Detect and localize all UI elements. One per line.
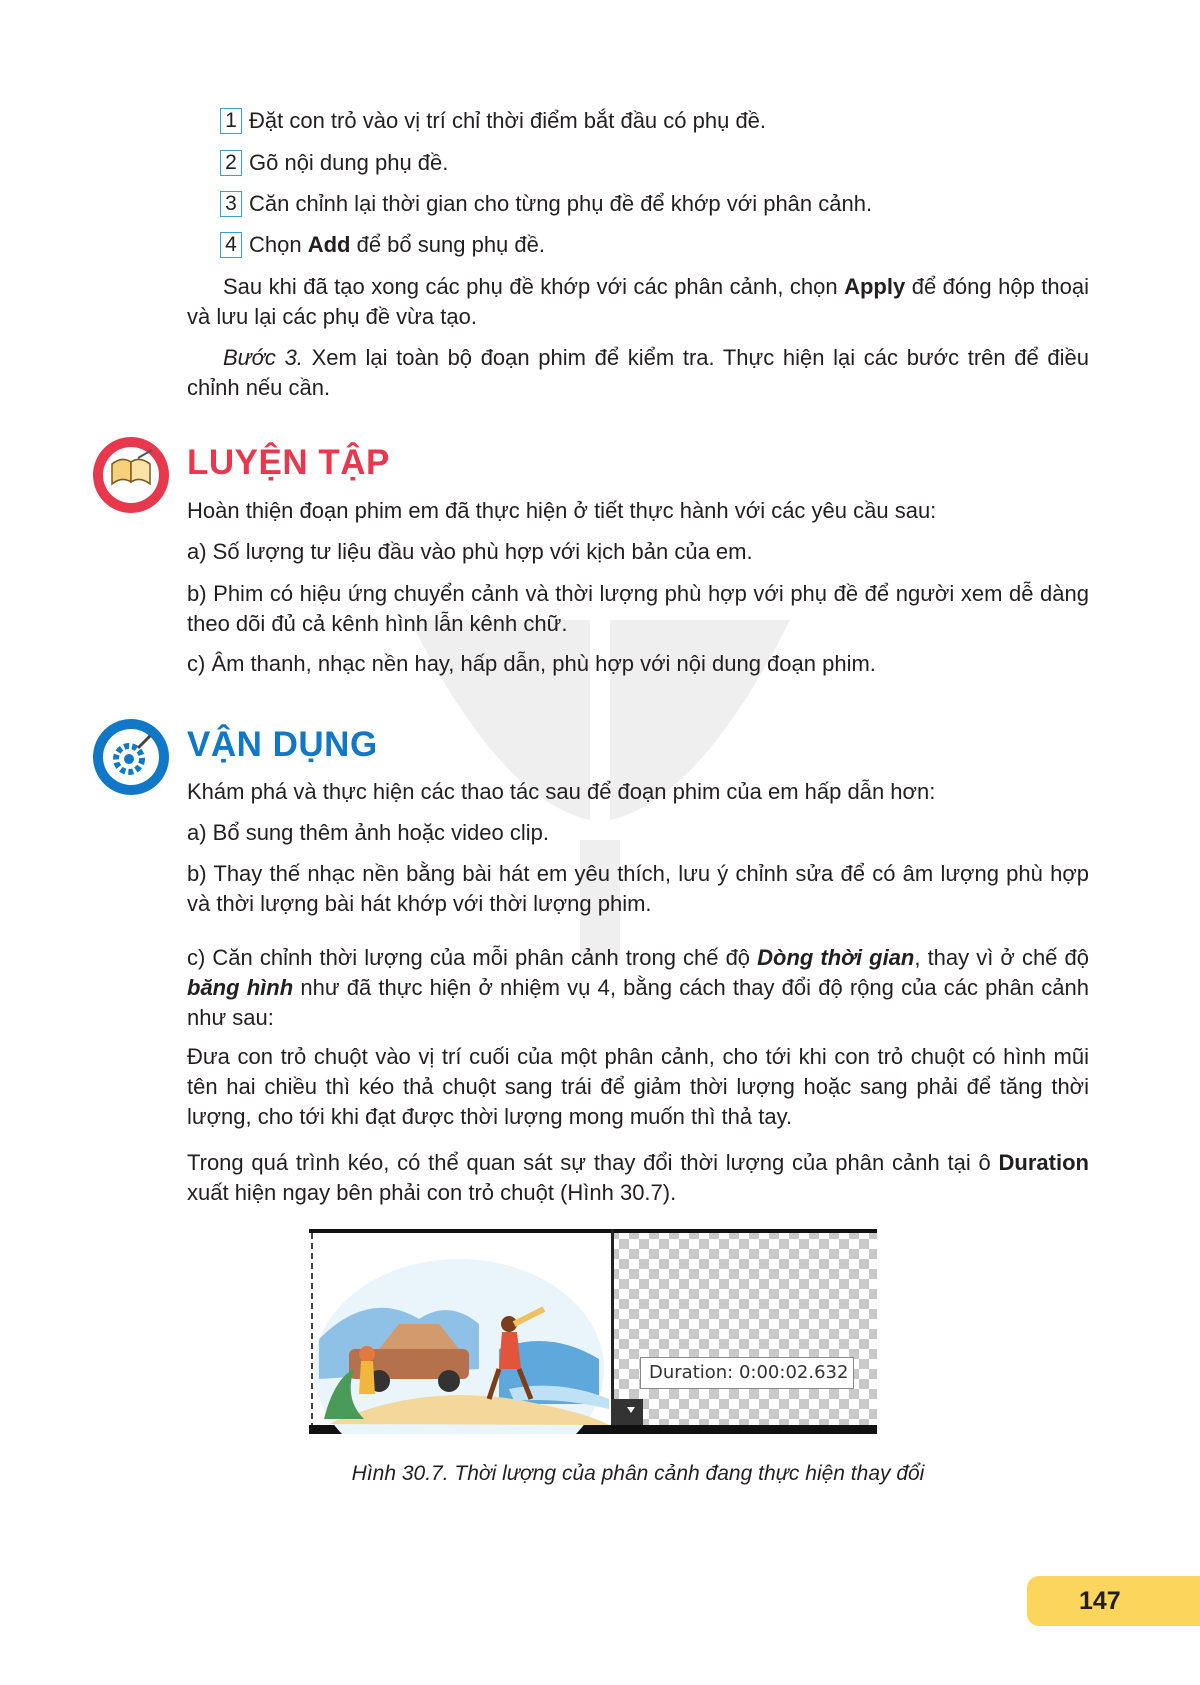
step-number-box: 1 [220, 108, 242, 134]
open-book-icon [92, 436, 170, 514]
step-text: Đặt con trỏ vào vị trí chỉ thời điểm bắt đầu có phụ đề. [249, 108, 767, 133]
page-number: 147 [1027, 1576, 1200, 1626]
step-text-bold: Add [307, 232, 351, 257]
apply-item-c: c) Căn chỉnh thời lượng của mỗi phân cảnh trong chế độ Dòng thời gian, thay vì ở chế độ băng hình như đã thực hiện ở nhiệm vụ 4, bằng cách thay đổi độ rộng của các phân cảnh như sau: [187, 945, 1090, 1030]
step-number-box: 4 [220, 232, 242, 258]
step-1 [220, 106, 766, 136]
practice-intro: Hoàn thiện đoạn phim em đã thực hiện ở tiết thực hành với các yêu cầu sau: [187, 498, 937, 523]
after-steps-paragraph: Sau khi đã tạo xong các phụ đề khớp với các phân cảnh, chọn Apply để đóng hộp thoại và lưu lại các phụ đề vừa tạo. [187, 274, 1089, 329]
step-3 [220, 189, 872, 219]
practice-item-a: a) Số lượng tư liệu đầu vào phù hợp với kịch bản của em. [187, 539, 753, 564]
step-text: để bổ sung phụ đề. [350, 232, 545, 257]
practice-heading: LUYỆN TẬP [187, 443, 390, 482]
practice-item-b: b) Phim có hiệu ứng chuyển cảnh và thời lượng phù hợp với phụ đề để người xem dễ dàng theo dõi đủ cả kênh hình lẫn kênh chữ. [187, 581, 1089, 636]
timeline-figure [309, 1229, 877, 1434]
apply-item-b: b) Thay thế nhạc nền bằng bài hát em yêu thích, lưu ý chỉnh sửa để có âm lượng phù hợp và thời lượng bài hát khớp với thời lượng phim. [187, 861, 1089, 916]
step-number-box: 2 [220, 150, 242, 176]
gear-icon [92, 718, 170, 796]
step3-paragraph: Bước 3. Xem lại toàn bộ đoạn phim để kiểm tra. Thực hiện lại các bước trên để điều chỉnh nếu cần. [187, 345, 1089, 400]
step-text: Căn chỉnh lại thời gian cho từng phụ đề để khớp với phân cảnh. [249, 191, 873, 216]
step-2 [220, 148, 448, 178]
step-4 [220, 230, 545, 260]
figure-caption: Hình 30.7. Thời lượng của phân cảnh đang thực hiện thay đổi [351, 1462, 925, 1485]
apply-paragraph-2: Trong quá trình kéo, có thể quan sát sự thay đổi thời lượng của phân cảnh tại ô Duration xuất hiện ngay bên phải con trỏ chuột (Hình 30.7). [187, 1150, 1089, 1205]
apply-intro: Khám phá và thực hiện các thao tác sau để đoạn phim của em hấp dẫn hơn: [187, 779, 936, 804]
step-text: Gõ nội dung phụ đề. [249, 150, 449, 175]
apply-paragraph-1: Đưa con trỏ chuột vào vị trí cuối của một phân cảnh, cho tới khi con trỏ chuột có hình mũi tên hai chiều thì kéo thả chuột sang trái để giảm thời lượng hoặc sang phải để tăng thời lượng, cho tới khi đạt được thời lượng mong muốn thì thả tay. [187, 1044, 1089, 1129]
step-text: Chọn [249, 232, 308, 257]
practice-item-c: c) Âm thanh, nhạc nền hay, hấp dẫn, phù hợp với nội dung đoạn phim. [187, 651, 876, 676]
duration-tooltip: Duration: 0:00:02.632 [640, 1357, 854, 1389]
apply-item-a: a) Bổ sung thêm ảnh hoặc video clip. [187, 820, 550, 845]
timeline-scene-clip [309, 1229, 877, 1434]
apply-heading: VẬN DỤNG [187, 725, 378, 764]
step-number-box: 3 [220, 191, 242, 217]
